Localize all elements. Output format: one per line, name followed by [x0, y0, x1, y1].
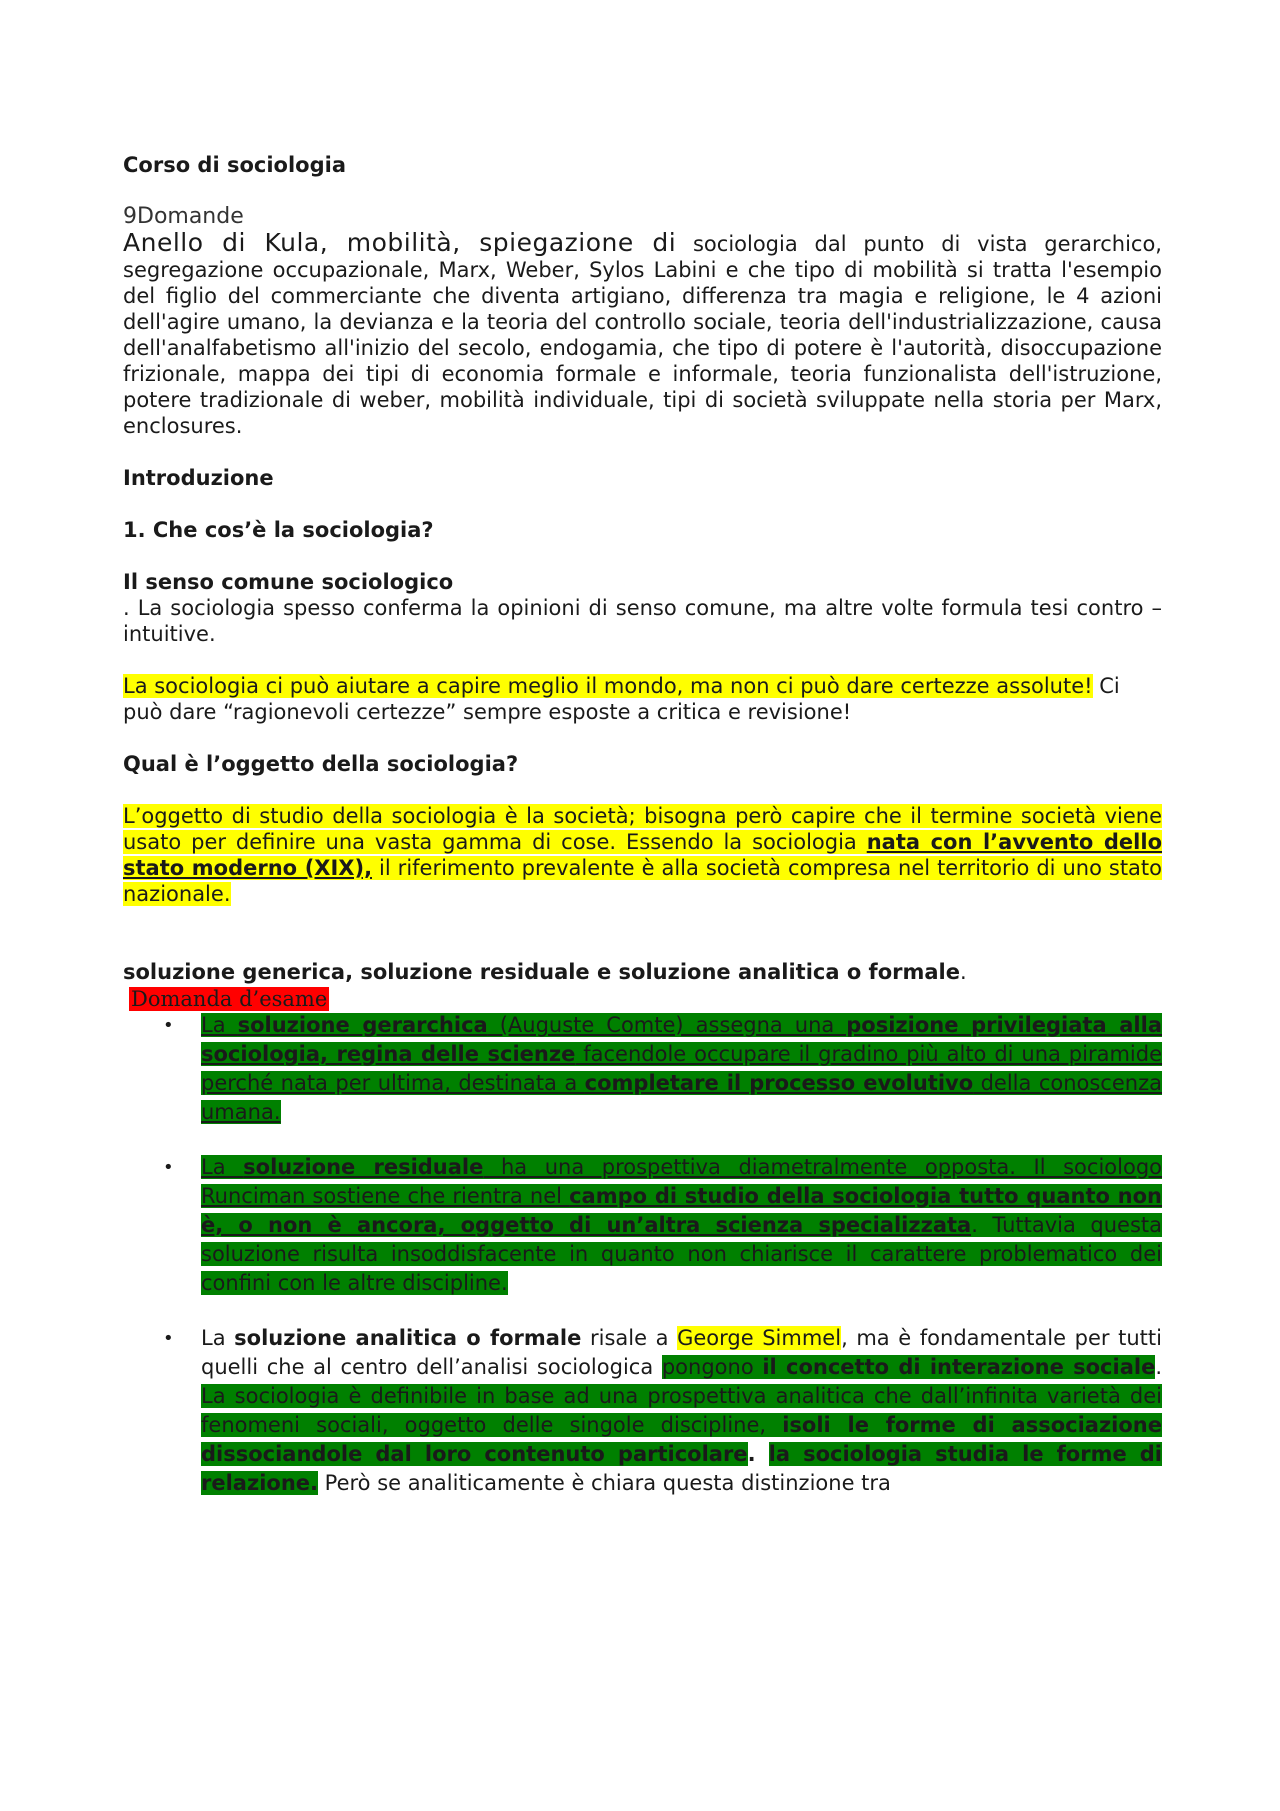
b3-green: pongono: [661, 1355, 763, 1379]
bullet-icon: •: [163, 1015, 174, 1036]
b2-bold: soluzione residuale: [243, 1155, 484, 1179]
list-item-gerarchica: [123, 1011, 1162, 1127]
b3-text: risale a: [581, 1326, 678, 1350]
b1-text: facendole occupare il gradino più alto di una piramide perché nata per ultima, destinata a: [201, 1042, 1163, 1095]
soluzioni-list: [123, 1011, 1162, 1498]
b3-green-bold: la sociologia studia le forme di relazione: [201, 1442, 1163, 1495]
b3-green-bold: isoli le forme di associazione dissociandole dal loro contenuto particolare: [201, 1413, 1162, 1466]
b2-text: La: [201, 1155, 244, 1179]
b3-text: La: [201, 1326, 235, 1350]
oggetto-part1: L’oggetto di studio della sociologia è la società; bisogna però capire che il termine società viene usato per definire una vasta gamma di cose. Essendo la sociologia: [123, 804, 1162, 854]
oggetto-part2: il riferimento prevalente è alla società compresa nel territorio di uno stato nazionale.: [123, 856, 1163, 906]
oggetto-paragraph: [123, 803, 1162, 907]
b3-green-bold: il concetto di interazione sociale: [762, 1355, 1156, 1379]
questions-rest: sociologia dal punto di vista gerarchico, segregazione occupazionale, Marx, Weber, Sylos Labini e che tipo di mobilità si tratta l'esempio del figlio del commerciante che diventa artigiano, differenza tra magia e religione, le 4 azioni dell'agire umano, la devianza e la teoria del controllo sociale, teoria dell'industrializzazione, causa dell'analfabetismo all'inizio del secolo, endogamia, che tipo di potere è l'autorità, disoccupazione frizionale, mappa dei tipi di economia formale e informale, teoria funzionalista dell'istruzione, potere tradizionale di weber, mobilità individuale, tipi di società sviluppate nella storia per Marx, enclosures.: [123, 232, 1162, 438]
list-item-residuale: [123, 1153, 1162, 1298]
b3-text: Però se analiticamente è chiara questa distinzione tra: [318, 1471, 891, 1495]
certezze-paragraph: [123, 673, 1162, 725]
oggetto-heading: Qual è l’oggetto della sociologia?: [123, 752, 519, 776]
soluzioni-heading-line: [123, 959, 1162, 985]
questions-lead: Anello di Kula, mobilità, spiegazione di: [123, 228, 677, 257]
oggetto-bold: nata con l’avvento dello stato moderno (XIX),: [123, 830, 1162, 880]
b1-bold: completare il processo evolutivo: [584, 1071, 974, 1095]
b3-bold: .: [747, 1442, 769, 1466]
b3-text: .: [1155, 1355, 1162, 1379]
senso-comune-heading: Il senso comune sociologico: [123, 570, 454, 594]
list-item-analitica: [123, 1324, 1162, 1498]
b3-green-bold: .: [310, 1471, 318, 1495]
questions-list: [123, 230, 1162, 439]
document-title: Corso di sociologia: [123, 153, 347, 177]
intro-heading: Introduzione: [123, 466, 274, 490]
b1-text: della conoscenza umana.: [201, 1071, 1162, 1124]
b2-bold: campo di studio della sociologia tutto quanto non è, o non è ancora, oggetto di un’altra scienza specializzata: [201, 1184, 1162, 1237]
b1-bold: posizione privilegiata alla sociologia, regina delle scienze: [201, 1013, 1162, 1066]
certezze-rest: Ci può dare “ragionevoli certezze” sempre esposte a critica e revisione!: [123, 674, 1120, 724]
b2-text: ha una prospettiva diametralmente opposta. Il sociologo Runciman sostiene che rientra nel: [201, 1155, 1162, 1208]
b1-text: (Auguste Comte) assegna una: [487, 1013, 847, 1037]
q1-heading: 1. Che cos’è la sociologia?: [123, 518, 434, 542]
domande-label: 9Domande: [123, 204, 244, 229]
soluzioni-dot: .: [959, 960, 967, 984]
b2-text: . Tuttavia questa soluzione risulta insoddisfacente in quanto non chiarisce il carattere problematico dei confini con le altre discipline.: [201, 1213, 1162, 1295]
b3-green: La sociologia è definibile in base ad una prospettiva analitica che dall’infinita varietà dei fenomeni sociali, oggetto delle singole discipline,: [201, 1384, 1162, 1437]
simmel-highlight: George Simmel: [677, 1326, 842, 1350]
exam-question-badge: Domanda d’esame: [131, 987, 328, 1011]
b3-bold: soluzione analitica o formale: [234, 1326, 582, 1350]
b1-bold: soluzione gerarchica: [237, 1013, 488, 1037]
document-content: [123, 152, 1162, 1498]
bullet-icon: •: [163, 1157, 174, 1178]
soluzioni-heading: soluzione generica, soluzione residuale e soluzione analitica o formale: [123, 960, 960, 984]
b3-text: , ma è fondamentale per tutti quelli che al centro dell’analisi sociologica: [201, 1326, 1162, 1379]
b1-text: La: [201, 1013, 238, 1037]
senso-comune-text: . La sociologia spesso conferma la opinioni di senso comune, ma altre volte formula tesi contro – intuitive.: [123, 596, 1162, 646]
bullet-icon: •: [163, 1328, 174, 1349]
certezze-highlight: La sociologia ci può aiutare a capire meglio il mondo, ma non ci può dare certezze assolute!: [123, 674, 1093, 698]
